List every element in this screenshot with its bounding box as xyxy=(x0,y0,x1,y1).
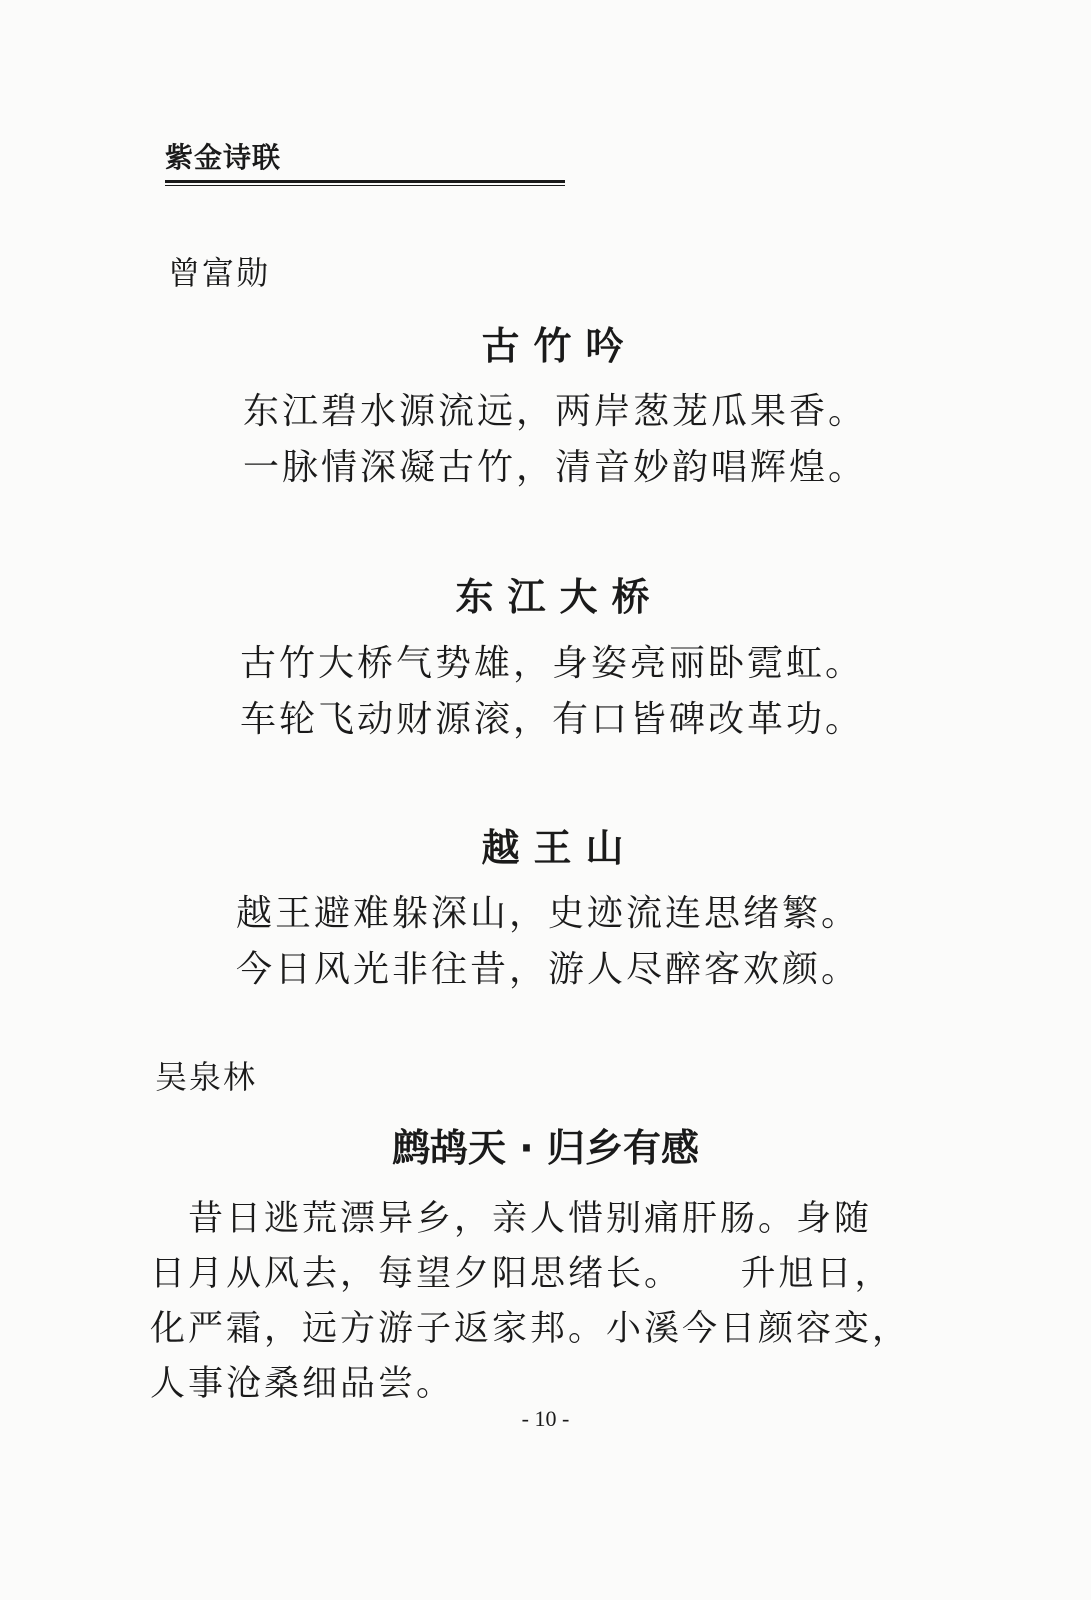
poem-line: 东江碧水源流远，两岸葱茏瓜果香。 xyxy=(243,391,868,432)
running-header xyxy=(165,140,565,186)
page-number: - 10 - xyxy=(521,1406,570,1431)
ci-line: 化严霜，远方游子返家邦。小溪今日颜容变， xyxy=(150,1309,911,1349)
author-name: 吴泉林 xyxy=(155,1058,258,1096)
poem-title: 越王山 xyxy=(481,826,638,870)
ci-line: 人事沧桑细品尝。 xyxy=(150,1364,455,1404)
poem-line: 古竹大桥气势雄，身姿亮丽卧霓虹。 xyxy=(240,643,865,684)
ci-body xyxy=(150,1192,940,1412)
ci-line: 日月从风去，每望夕阳思绪长。 升旭日， xyxy=(150,1254,893,1294)
header-rule-thin xyxy=(165,185,565,186)
ci-line: 昔日逃荒漂异乡，亲人惜别痛肝肠。身随 xyxy=(150,1199,873,1239)
poem-title: 东江大桥 xyxy=(455,575,664,619)
poem-line: 今日风光非往昔，游人尽醉客欢颜。 xyxy=(236,949,861,990)
author-name: 曾富勋 xyxy=(168,254,271,292)
poem-line: 车轮飞动财源滚，有口皆碑改革功。 xyxy=(240,699,865,740)
poem-title: 古竹吟 xyxy=(481,324,638,368)
poem-line: 一脉情深凝古竹，清音妙韵唱辉煌。 xyxy=(243,447,868,488)
poem-line: 越王避难躲深山，史迹流连思绪繁。 xyxy=(236,893,861,934)
poem-title: 鹧鸪天 · 归乡有感 xyxy=(392,1126,699,1170)
header-rule xyxy=(165,180,565,183)
header-title: 紫金诗联 xyxy=(165,141,282,174)
